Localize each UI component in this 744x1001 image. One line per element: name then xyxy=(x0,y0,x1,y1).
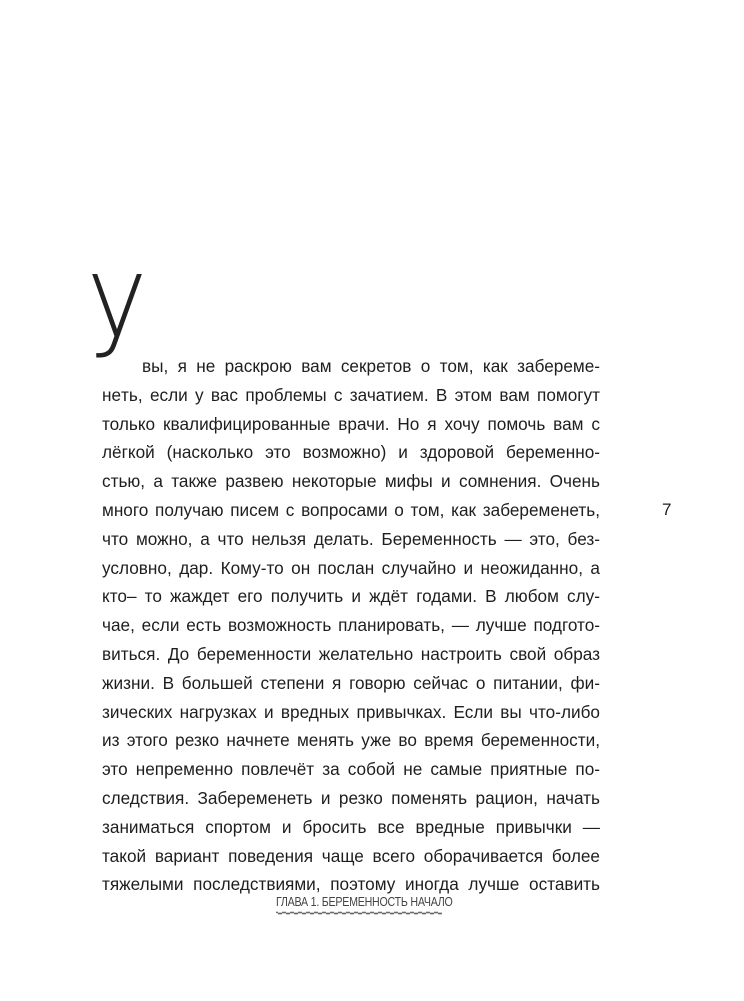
text-line: много получаю писем с вопросами о том, как забеременеть, xyxy=(102,499,600,520)
text-line: вы, я не раскрою вам секретов о том, как забереме- xyxy=(142,356,600,376)
text-line: нeть, если у вас проблемы с зачатием. В этом вам помогут xyxy=(102,384,600,405)
text-line: следствия. Забеременеть и резко поменять рацион, начать xyxy=(102,787,600,808)
running-footer: ГЛАВА 1. БЕРЕМЕННОСТЬ НАЧАЛО xyxy=(276,894,453,909)
text-line: кто– то жаждет его получить и ждёт годами. В любом слу- xyxy=(102,586,600,607)
drop-cap: У xyxy=(88,253,147,383)
page-number: 7 xyxy=(662,500,672,519)
text-line: тяжелыми последствиями, поэтому иногда лучше оставить xyxy=(102,874,600,895)
text-line: такой вариант поведения чаще всего оборачивается более xyxy=(102,845,600,866)
text-line: только квалифицированные врачи. Но я хочу помочь вам с xyxy=(102,413,600,434)
text-line: что можно, а что нельзя делать. Беременность — это, без- xyxy=(102,528,600,549)
wavy-underline xyxy=(276,910,442,916)
text-line: зических нагрузках и вредных привычках. Если вы что-либо xyxy=(102,701,600,722)
body-text xyxy=(102,352,600,899)
text-line: жизни. В большей степени я говорю сейчас о питании, фи- xyxy=(102,672,600,693)
text-line: лёгкой (насколько это возможно) и здоровой беременно- xyxy=(102,442,600,463)
text-line: стью, а также развею некоторые мифы и сомнения. Очень xyxy=(102,471,600,492)
text-line: заниматься спортом и бросить все вредные привычки — xyxy=(102,816,600,837)
text-line: условно, дар. Кому-то он послан случайно и неожиданно, а xyxy=(102,557,600,578)
text-line: это непременно повлечёт за собой не самые приятные по- xyxy=(102,759,600,780)
text-line: чае, если есть возможность планировать, — лучше подгото- xyxy=(102,615,600,636)
text-line: из этого резко начнете менять уже во время беременности, xyxy=(102,730,600,751)
text-line: виться. До беременности желательно настроить свой образ xyxy=(102,643,600,664)
